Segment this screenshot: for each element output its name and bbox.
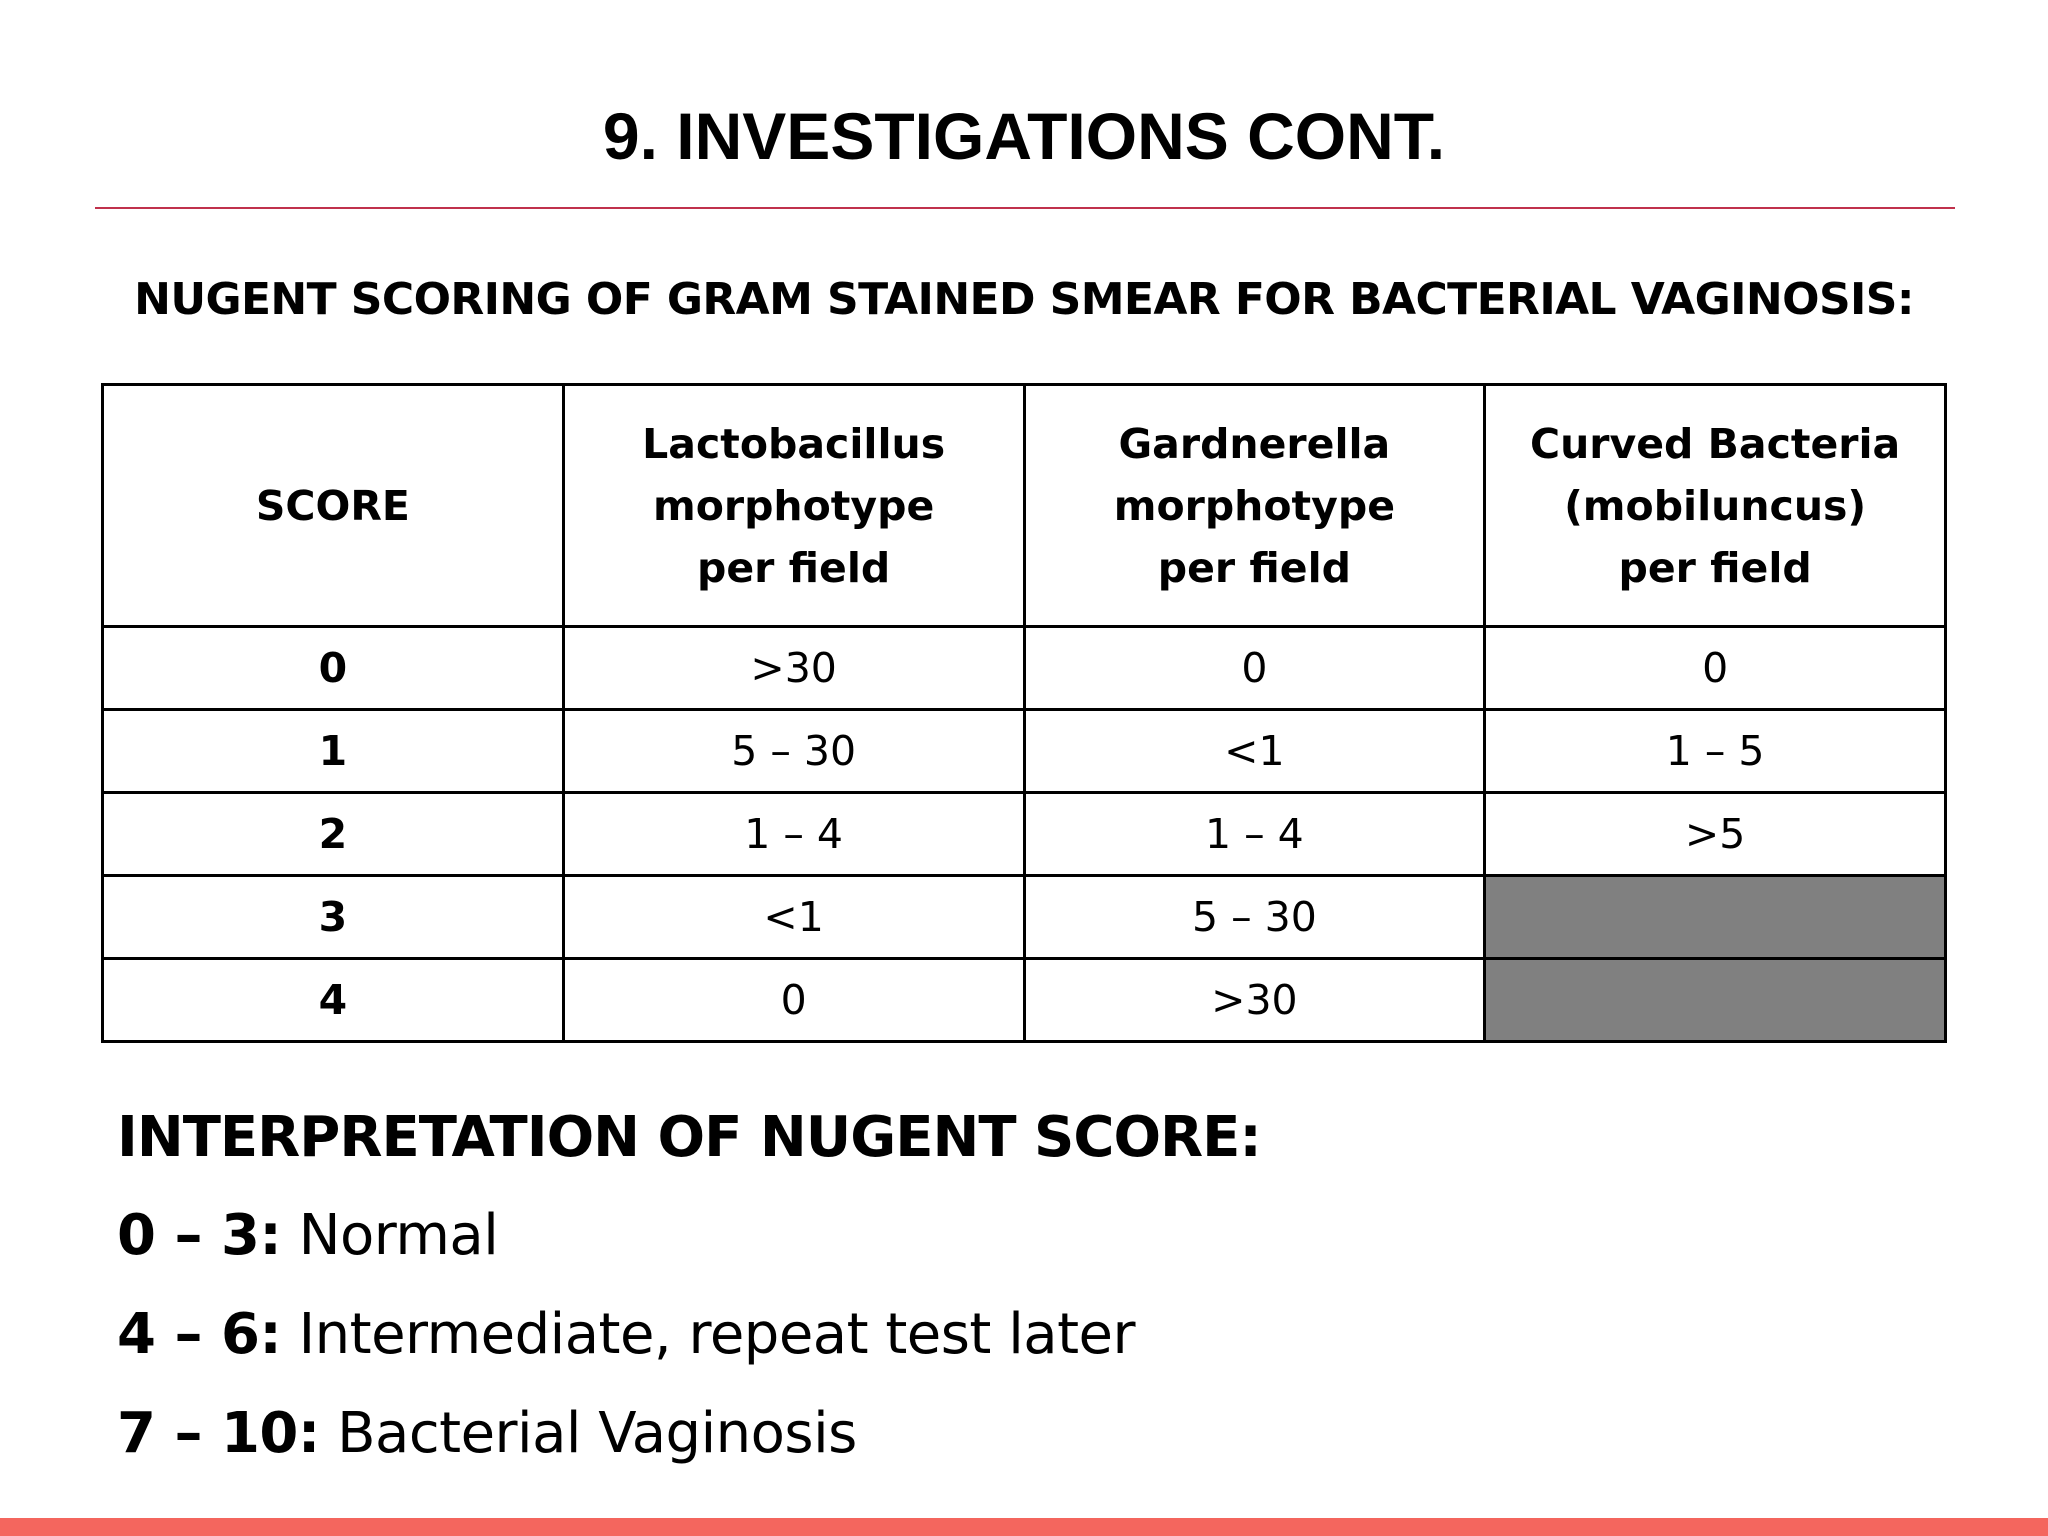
score-cell: 3 [103, 876, 564, 959]
score-cell: 1 [103, 710, 564, 793]
score-cell: 4 [103, 959, 564, 1042]
header-line: (mobiluncus) [1564, 481, 1867, 530]
interpretation-range: 4 – 6: [117, 1302, 282, 1367]
empty-shaded-cell [1485, 959, 1946, 1042]
table-row [103, 710, 1946, 793]
gardnerella-cell: >30 [1024, 959, 1485, 1042]
lactobacillus-cell: >30 [563, 627, 1024, 710]
gardnerella-cell: 5 – 30 [1024, 876, 1485, 959]
interpretation-range: 7 – 10: [117, 1401, 320, 1466]
header-line: per field [697, 543, 891, 592]
table-heading: NUGENT SCORING OF GRAM STAINED SMEAR FOR BACTERIAL VAGINOSIS: [134, 274, 1914, 325]
lactobacillus-cell: 0 [563, 959, 1024, 1042]
curved-bacteria-cell: >5 [1485, 793, 1946, 876]
header-line: morphotype [652, 481, 935, 530]
header-lactobacillus [563, 385, 1024, 627]
footer-accent-bar [0, 1518, 2048, 1536]
table-row [103, 793, 1946, 876]
interpretation-text: Bacterial Vaginosis [319, 1401, 857, 1466]
lactobacillus-cell: <1 [563, 876, 1024, 959]
interpretation-text: Normal [281, 1203, 499, 1268]
score-cell: 2 [103, 793, 564, 876]
header-line: per field [1157, 543, 1351, 592]
interpretation-title: INTERPRETATION OF NUGENT SCORE: [117, 1105, 1261, 1170]
empty-shaded-cell [1485, 876, 1946, 959]
interpretation-item [117, 1295, 1135, 1375]
header-line: per field [1618, 543, 1812, 592]
header-line: Lactobacillus [642, 419, 946, 468]
table-row [103, 959, 1946, 1042]
gardnerella-cell: <1 [1024, 710, 1485, 793]
nugent-score-table [101, 383, 1947, 1043]
gardnerella-cell: 1 – 4 [1024, 793, 1485, 876]
table-header-row [103, 385, 1946, 627]
header-line: Curved Bacteria [1530, 419, 1901, 468]
lactobacillus-cell: 1 – 4 [563, 793, 1024, 876]
header-line: morphotype [1113, 481, 1396, 530]
table-row [103, 627, 1946, 710]
interpretation-item [117, 1196, 498, 1276]
slide-title: 9. INVESTIGATIONS CONT. [602, 99, 1446, 173]
interpretation-text: Intermediate, repeat test later [281, 1302, 1135, 1367]
gardnerella-cell: 0 [1024, 627, 1485, 710]
lactobacillus-cell: 5 – 30 [563, 710, 1024, 793]
header-curved-bacteria [1485, 385, 1946, 627]
curved-bacteria-cell: 1 – 5 [1485, 710, 1946, 793]
score-cell: 0 [103, 627, 564, 710]
table-row [103, 876, 1946, 959]
header-line: Gardnerella [1118, 419, 1391, 468]
interpretation-range: 0 – 3: [117, 1203, 282, 1268]
header-line: SCORE [255, 481, 410, 530]
header-score [103, 385, 564, 627]
header-gardnerella [1024, 385, 1485, 627]
title-divider [95, 207, 1955, 209]
curved-bacteria-cell: 0 [1485, 627, 1946, 710]
interpretation-item [117, 1394, 857, 1474]
